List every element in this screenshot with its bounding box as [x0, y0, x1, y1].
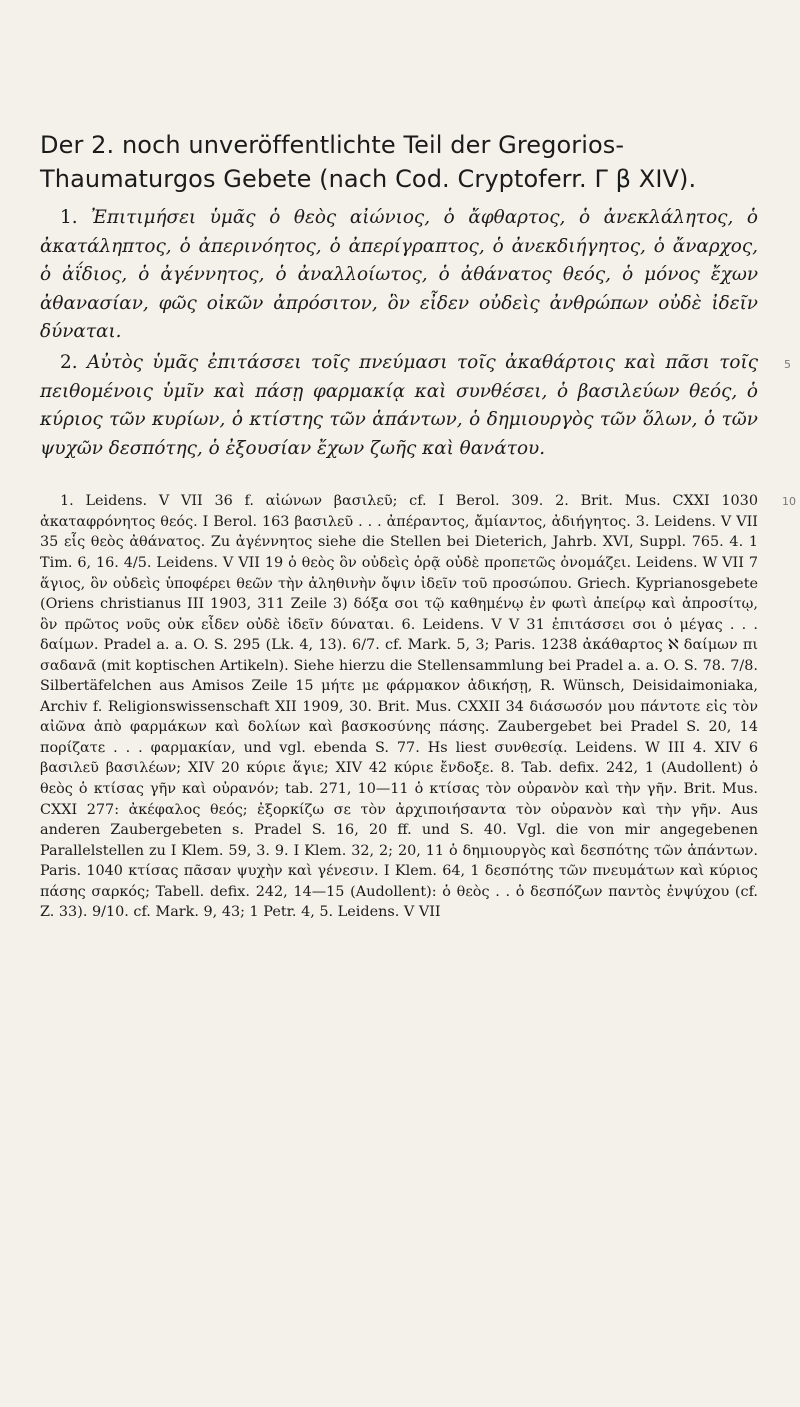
- paragraph-2: [40, 349, 758, 463]
- footnotes: [40, 491, 758, 922]
- paragraph-1: [40, 204, 758, 347]
- footnote-block: 1. Leidens. V VII 36 f. αἰώνων βασιλεῦ; cf. I Berol. 309. 2. Brit. Mus. CXXI 1030 ἀκαταφρόνητος θεός. I Berol. 163 βασιλεῦ . . . ἀπέραντος, ἄμίαντος, ἀδιήγητος. 3. Leidens. V VII 35 εἷς θεὸς ἀθάνατος. Zu ἀγέννητος siehe die Stellen bei Dieterich, Jahrb. XVI, Suppl. 765. 4. 1 Tim. 6, 16. 4/5. Leidens. V VII 19 ὁ θεὸς ὃν οὐδεὶς ὁρᾷ οὐδὲ προπετῶς ὀνομάζει. Leidens. W VII 7 ἅγιος, ὃν οὐδεὶς ὑποφέρει θεῶν τὴν ἀληθινὴν ὄψιν ἰδεῖν τοῦ προσώπου. Griech. Kyprianosgebete (Oriens christianus III 1903, 311 Zeile 3) δόξα σοι τῷ καθημένῳ ἐν φωτὶ ἀπείρῳ καὶ ἀπροσίτῳ, ὃν πρῶτος νοῦς οὐκ εἶδεν οὐδὲ ἰδεῖν δύναται. 6. Leidens. V V 31 ἐπιτάσσει σοι ὁ μέγας . . . δαίμων. Pradel a. a. O. S. 295 (Lk. 4, 13). 6/7. cf. Mark. 5, 3; Paris. 1238 ἀκάθαρτος ℵ δαίμων πι σαδανᾶ (mit koptischen Artikeln). Siehe hierzu die Stellensammlung bei Pradel a. a. O. S. 78. 7/8. Silbertäfelchen aus Amisos Zeile 15 μήτε με φάρμακον ἀδικήσῃ, R. Wünsch, Deisidaimoniaka, Archiv f. Religionswissenschaft XII 1909, 30. Brit. Mus. CXXII 34 διάσωσόν μου πάντοτε εἰς τὸν αἰῶνα ἀπὸ φαρμάκων καὶ δολίων καὶ βασκοσύνης πάσης. Zaubergebet bei Pradel S. 20, 14 πορίζατε . . . φαρμακίαν, und vgl. ebenda S. 77. Hs liest συνθεσίᾳ. Leidens. W III 4. XIV 6 βασιλεῦ βασιλέων; XIV 20 κύριε ἅγιε; XIV 42 κύριε ἔνδοξε. 8. Tab. defix. 242, 1 (Audollent) ὁ θεὸς ὁ κτίσας γῆν καὶ οὐρανόν; tab. 271, 10—11 ὁ κτίσας τὸν οὐρανὸν καὶ τὴν γῆν. Brit. Mus. CXXI 277: ἀκέφαλος θεός; ἐξορκίζω σε τὸν ἀρχιποιήσαντα τὸν οὐρανὸν καὶ τὴν γῆν. Aus anderen Zaubergebeten s. Pradel S. 16, 20 ff. und S. 40. Vgl. die von mir angegebenen Parallelstellen zu I Klem. 59, 3. 9. I Klem. 32, 2; 20, 11 ὁ δημιουργὸς καὶ δεσπότης τῶν ἁπάντων. Paris. 1040 κτίσας πᾶσαν ψυχὴν καὶ γένεσιν. I Klem. 64, 1 δεσπότης τῶν πνευμάτων καὶ κύριος πάσης σαρκός; Tabell. defix. 242, 14—15 (Audollent): ὁ θεὸς . . ὁ δεσπόζων παντὸς ἐνψύχου (cf. Z. 33). 9/10. cf. Mark. 9, 43; 1 Petr. 4, 5. Leidens. V VII: [40, 493, 758, 921]
- paragraph-number: 1.: [60, 207, 78, 228]
- page: [40, 128, 758, 923]
- line-number-10: 10: [782, 495, 796, 508]
- page-title: Der 2. noch unveröffentlichte Teil der Gregorios-Thaumaturgos Gebete (nach Cod. Cryptoferr. Γ β XIV).: [40, 131, 697, 193]
- paragraph-text: Αὐτὸς ὑμᾶς ἐπιτάσσει τοῖς πνεύμασι τοῖς ἀκαθάρτοις καὶ πᾶσι τοῖς πειθομένοις ὑμῖν καὶ πάσῃ φαρμακίᾳ καὶ συνθέσει, ὁ βασιλεύων θεός, ὁ κύριος τῶν κυρίων, ὁ κτίστης τῶν ἁπάντων, ὁ δημιουργὸς τῶν ὅλων, ὁ τῶν ψυχῶν δεσπότης, ὁ ἐξουσίαν ἔχων ζωῆς καὶ θανάτου.: [40, 351, 758, 459]
- paragraph-number: 2.: [60, 351, 78, 373]
- prayer-text: [40, 204, 758, 463]
- paragraph-text: Ἐπιτιμήσει ὑμᾶς ὁ θεὸς αἰώνιος, ὁ ἄφθαρτος, ὁ ἀνεκλάλητος, ὁ ἀκατάληπτος, ὁ ἀπερινόητος, ὁ ἀπερίγραπτος, ὁ ἀνεκδιήγητος, ὁ ἄναρχος, ὁ ἀΐδιος, ὁ ἀγέννητος, ὁ ἀναλλοίωτος, ὁ ἀθάνατος θεός, ὁ μόνος ἔχων ἀθανασίαν, φῶς οἰκῶν ἀπρόσιτον, ὃν εἶδεν οὐδεὶς ἀνθρώπων οὐδὲ ἰδεῖν δύναται.: [40, 207, 758, 343]
- line-number-5: 5: [784, 358, 791, 371]
